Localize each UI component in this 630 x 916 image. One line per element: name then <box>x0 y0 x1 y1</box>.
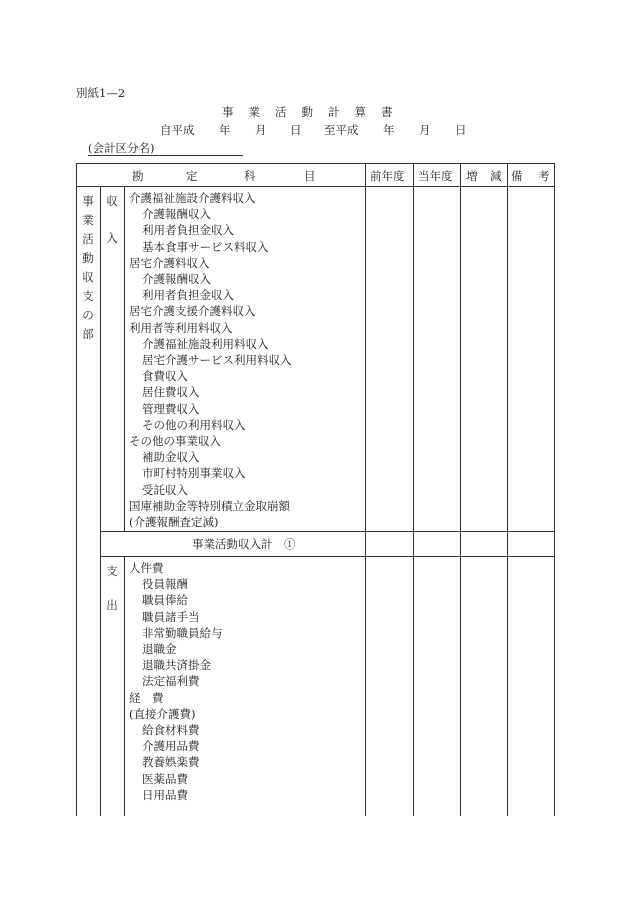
income-account-item: その他の事業収入 <box>129 434 221 448</box>
header-subject-3: 科 <box>244 169 256 183</box>
section-char: 収 <box>82 270 94 284</box>
income-label-1: 収 <box>106 194 118 208</box>
expense-account-item: (直接介護費) <box>129 706 196 721</box>
to-day: 日 <box>455 123 467 137</box>
expense-account-item: 医薬品費 <box>142 771 188 786</box>
income-account-item: 国庫補助金等特別積立金取崩額 <box>129 498 290 513</box>
expense-label-2: 出 <box>106 598 118 612</box>
income-account-item: 居宅介護サービス利用料収入 <box>142 353 292 367</box>
section-char: 業 <box>82 213 94 227</box>
title-char: 動 <box>301 105 313 119</box>
section-char: の <box>82 308 94 322</box>
income-account-item: 市町村特別事業収入 <box>142 466 246 481</box>
expense-label-1: 支 <box>106 564 118 578</box>
expense-account-item: 日用品費 <box>142 787 188 802</box>
income-account-item: 介護報酬収入 <box>142 207 211 222</box>
header-remarks-1: 備 <box>511 169 523 183</box>
header-remarks-2: 考 <box>538 169 550 183</box>
account-division-underline <box>88 155 243 156</box>
income-account-item: 居宅介護料収入 <box>129 255 210 270</box>
expense-account-item: 退職金 <box>142 642 177 656</box>
expense-account-item: 非常勤職員給与 <box>142 625 223 640</box>
expense-account-item: 役員報酬 <box>142 577 188 592</box>
title-char: 事 <box>222 105 234 119</box>
income-label-2: 入 <box>106 231 118 245</box>
from-month: 月 <box>255 123 267 137</box>
income-account-item: 利用者等利用料収入 <box>129 320 233 335</box>
account-division-label: (会計区分名) <box>88 141 155 155</box>
header-change-1: 増 <box>466 169 478 183</box>
income-account-item: その他の利用料収入 <box>142 417 246 432</box>
attachment-label: 別紙1—2 <box>76 86 126 100</box>
header-subject-1: 勘 <box>132 169 144 183</box>
header-subject-2: 定 <box>186 169 198 183</box>
period-to: 至平成 <box>324 123 359 137</box>
income-account-item: (介護報酬査定減) <box>129 515 219 529</box>
title-char: 業 <box>248 105 260 119</box>
header-prev-year: 前年度 <box>370 169 405 183</box>
income-account-item: 補助金収入 <box>142 450 200 465</box>
section-char: 事 <box>82 194 94 208</box>
title-char: 書 <box>381 105 393 119</box>
header-subject-4: 目 <box>304 169 316 183</box>
section-char: 支 <box>82 289 94 303</box>
income-account-item: 利用者負担金収入 <box>142 223 234 238</box>
expense-account-item: 給食材料費 <box>142 723 200 737</box>
income-account-item: 食費収入 <box>142 369 188 384</box>
income-total-label: 事業活動収入計 ① <box>192 537 296 551</box>
section-char: 部 <box>82 327 94 341</box>
income-account-item: 利用者負担金収入 <box>142 288 234 303</box>
income-account-item: 受託収入 <box>142 482 188 497</box>
expense-account-item: 教養娯楽費 <box>142 755 200 770</box>
income-account-item: 基本食事サービス料収入 <box>142 239 269 254</box>
expense-account-item: 人件費 <box>129 561 164 575</box>
to-year: 年 <box>383 123 395 137</box>
header-change-2: 減 <box>490 169 502 183</box>
income-account-item: 介護福祉施設介護料収入 <box>129 191 256 205</box>
expense-account-item: 法定福利費 <box>142 674 200 689</box>
income-account-item: 管理費収入 <box>142 401 200 416</box>
title-char: 活 <box>275 105 287 119</box>
to-month: 月 <box>419 123 431 137</box>
income-account-item: 居宅介護支援介護料収入 <box>129 304 256 319</box>
expense-account-item: 経 費 <box>129 690 164 705</box>
from-day: 日 <box>290 123 302 137</box>
from-year: 年 <box>219 123 231 137</box>
income-account-item: 介護報酬収入 <box>142 272 211 286</box>
income-account-item: 介護福祉施設利用料収入 <box>142 336 269 351</box>
title-char: 算 <box>354 105 366 119</box>
expense-account-item: 退職共済掛金 <box>142 658 211 673</box>
period-from: 自平成 <box>160 123 195 137</box>
income-account-item: 居住費収入 <box>142 385 200 400</box>
expense-account-item: 職員諸手当 <box>142 609 200 624</box>
title-char: 計 <box>328 105 340 119</box>
section-char: 動 <box>82 251 94 265</box>
section-char: 活 <box>82 232 94 246</box>
expense-account-item: 介護用品費 <box>142 739 200 754</box>
expense-account-item: 職員俸給 <box>142 593 188 608</box>
document-title <box>222 104 408 120</box>
header-curr-year: 当年度 <box>418 169 453 183</box>
